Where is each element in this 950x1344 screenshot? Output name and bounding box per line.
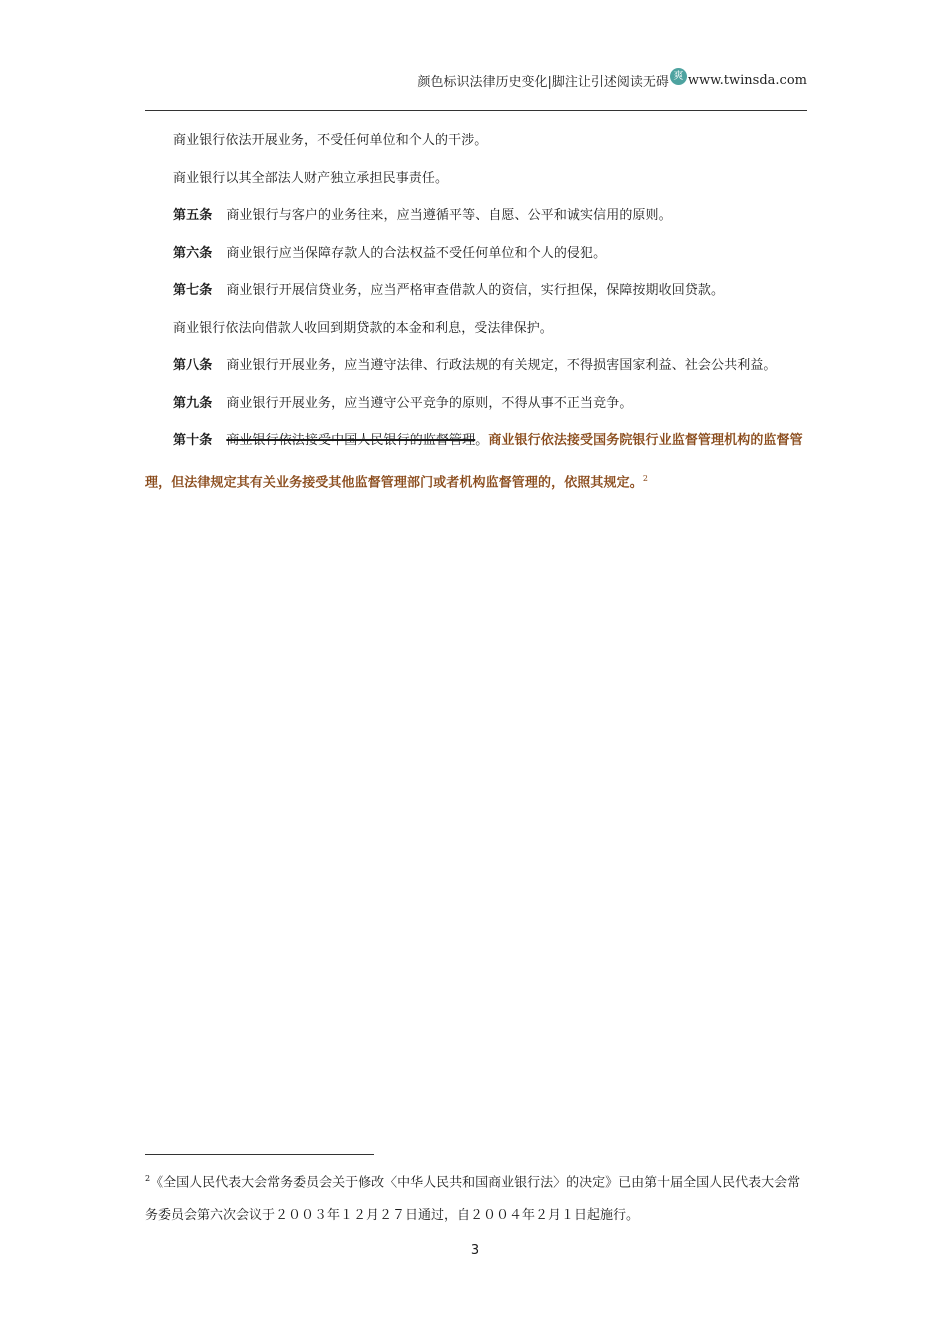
article-text: 商业银行开展业务，应当遵守公平竞争的原则，不得从事不正当竞争。 [226,395,633,411]
page-number: 3 [470,1243,480,1258]
header-divider [145,110,807,111]
footnote-reference-link[interactable]: 2 [642,473,649,483]
header-site-link[interactable]: www.twinsda.com [687,72,807,88]
article-text: 商业银行开展信贷业务，应当严格审查借款人的资信，实行担保，保障按期收回贷款。 [226,283,725,298]
paragraph [145,310,807,348]
separator: 。 [475,433,489,448]
article-text: 商业银行应当保障存款人的合法权益不受任何单位和个人的侵犯。 [226,245,607,261]
header-title: 颜色标识法律历史变化|脚注让引述阅读无碍 [417,74,669,90]
article-6 [145,235,807,273]
article-number: 第九条 [173,395,213,411]
article-9 [145,385,807,423]
article-10 [145,422,807,501]
added-text: 商业银行依法接受国务院银行业监督管理机构的监督管理，但法律规定其有关业务接受其他监督管理部门或者机构监督管理的，依照其规定。 [145,433,803,490]
article-number: 第五条 [173,208,213,223]
article-number: 第十条 [173,433,213,448]
paragraph-text: 商业银行依法向借款人收回到期贷款的本金和利息，受法律保护。 [173,320,553,336]
footnote [145,1162,807,1232]
article-5 [145,197,807,235]
footnote-text: 《全国人民代表大会常务委员会关于修改〈中华人民共和国商业银行法〉的决定》已由第十届全国人民代表大会常务委员会第六次会议于２００３年１２月２７日通过，自２００４年２月１日起施行。 [145,1175,801,1224]
page-header [145,66,807,94]
site-logo-icon: 爽 [670,68,687,85]
deleted-text: 商业银行依法接受中国人民银行的监督管理 [226,433,476,448]
paragraph-text: 商业银行以其全部法人财产独立承担民事责任。 [173,170,449,186]
article-text: 商业银行与客户的业务往来，应当遵循平等、自愿、公平和诚实信用的原则。 [226,208,672,223]
paragraph-text: 商业银行依法开展业务，不受任何单位和个人的干涉。 [173,133,488,148]
footnote-mark: 2 [145,1174,151,1183]
document-body [145,122,807,501]
article-number: 第八条 [173,358,213,373]
paragraph [145,160,807,198]
article-7 [145,272,807,310]
article-text: 商业银行开展业务，应当遵守法律、行政法规的有关规定，不得损害国家利益、社会公共利益。 [226,358,777,373]
article-8 [145,347,807,385]
article-number: 第六条 [173,245,213,261]
paragraph [145,122,807,160]
article-number: 第七条 [173,283,213,298]
footnote-divider [145,1154,374,1155]
